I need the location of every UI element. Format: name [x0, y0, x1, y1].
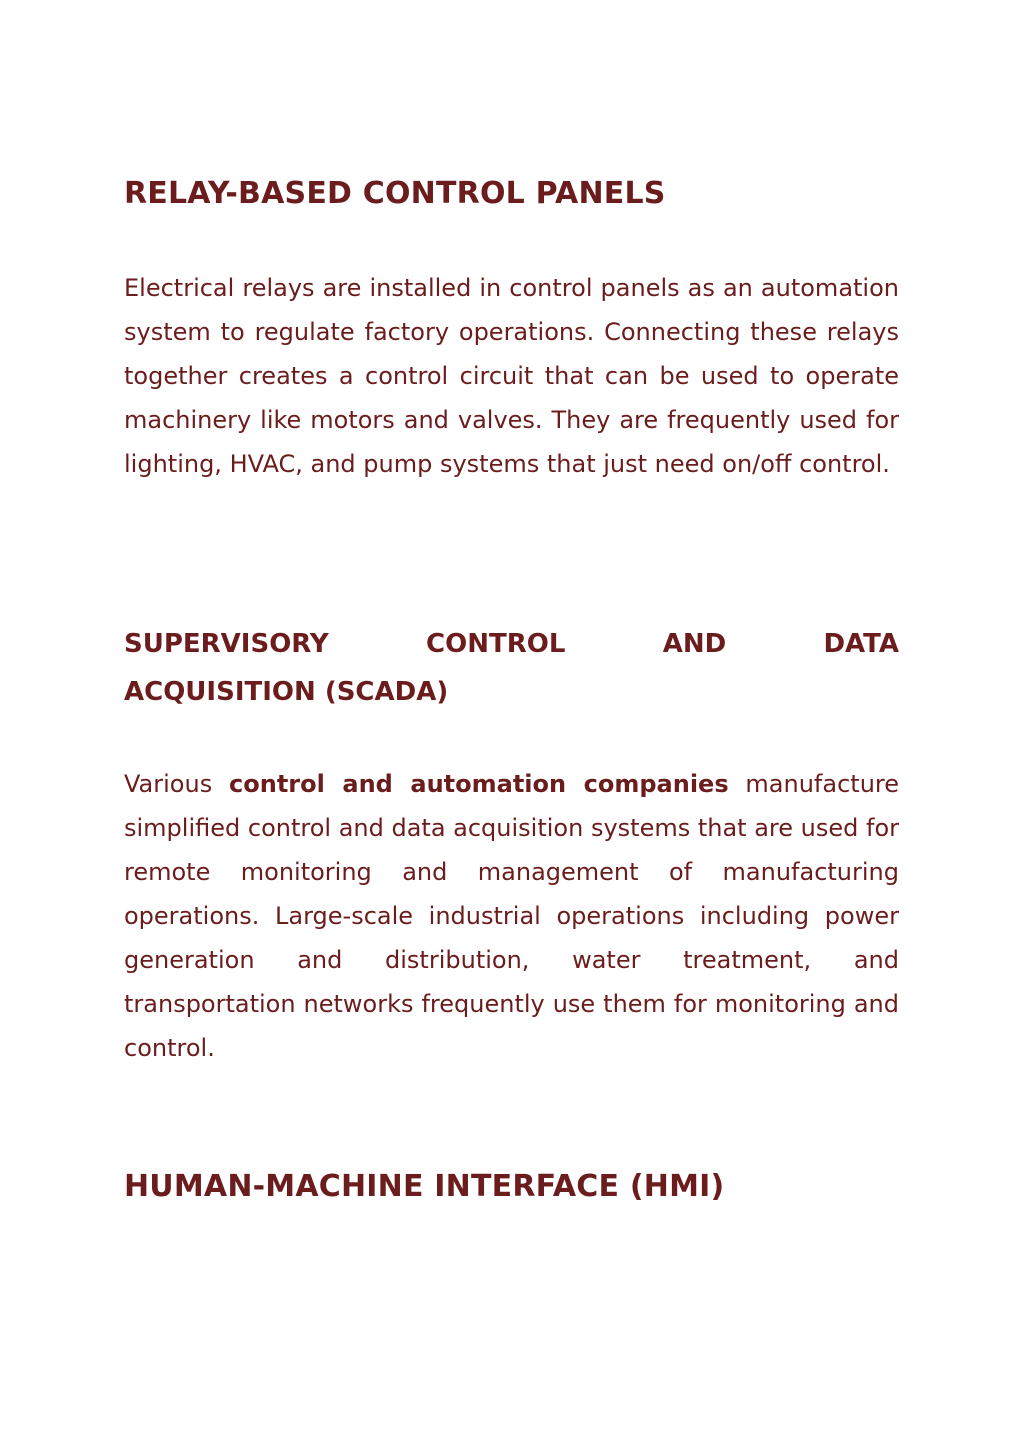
- paragraph-relay-panels: Electrical relays are installed in control panels as an automation system to regulate factory operations. Connecting these relays together creates a control circuit that can be used to operate machinery like motors and valves. They are frequently used for lighting, HVAC, and pump systems that just need on/off control.: [124, 274, 899, 478]
- scada-heading-word: AND: [662, 629, 727, 659]
- paragraph-scada-prefix: Various: [124, 770, 230, 798]
- paragraph-scada-rest: manufacture simplified control and data acquisition systems that are used for remote monitoring and management of manufacturing operations. Large-scale industrial operations including power generation and distribution, water treatment, and transportation networks frequently use them for monitoring and control.: [124, 770, 900, 1062]
- scada-heading-line-1: [124, 620, 899, 668]
- section-heading-scada: [124, 620, 899, 716]
- section-heading-relay-panels: RELAY-BASED CONTROL PANELS: [124, 176, 666, 211]
- scada-heading-word: CONTROL: [426, 629, 566, 659]
- paragraph-scada: [124, 762, 899, 1070]
- scada-heading-word: SUPERVISORY: [124, 629, 329, 659]
- scada-heading-line-2: ACQUISITION (SCADA): [124, 677, 449, 707]
- scada-heading-word: DATA: [823, 629, 899, 659]
- section-heading-hmi: HUMAN-MACHINE INTERFACE (HMI): [124, 1169, 725, 1204]
- companies-link-text: control and automation companies: [229, 770, 729, 798]
